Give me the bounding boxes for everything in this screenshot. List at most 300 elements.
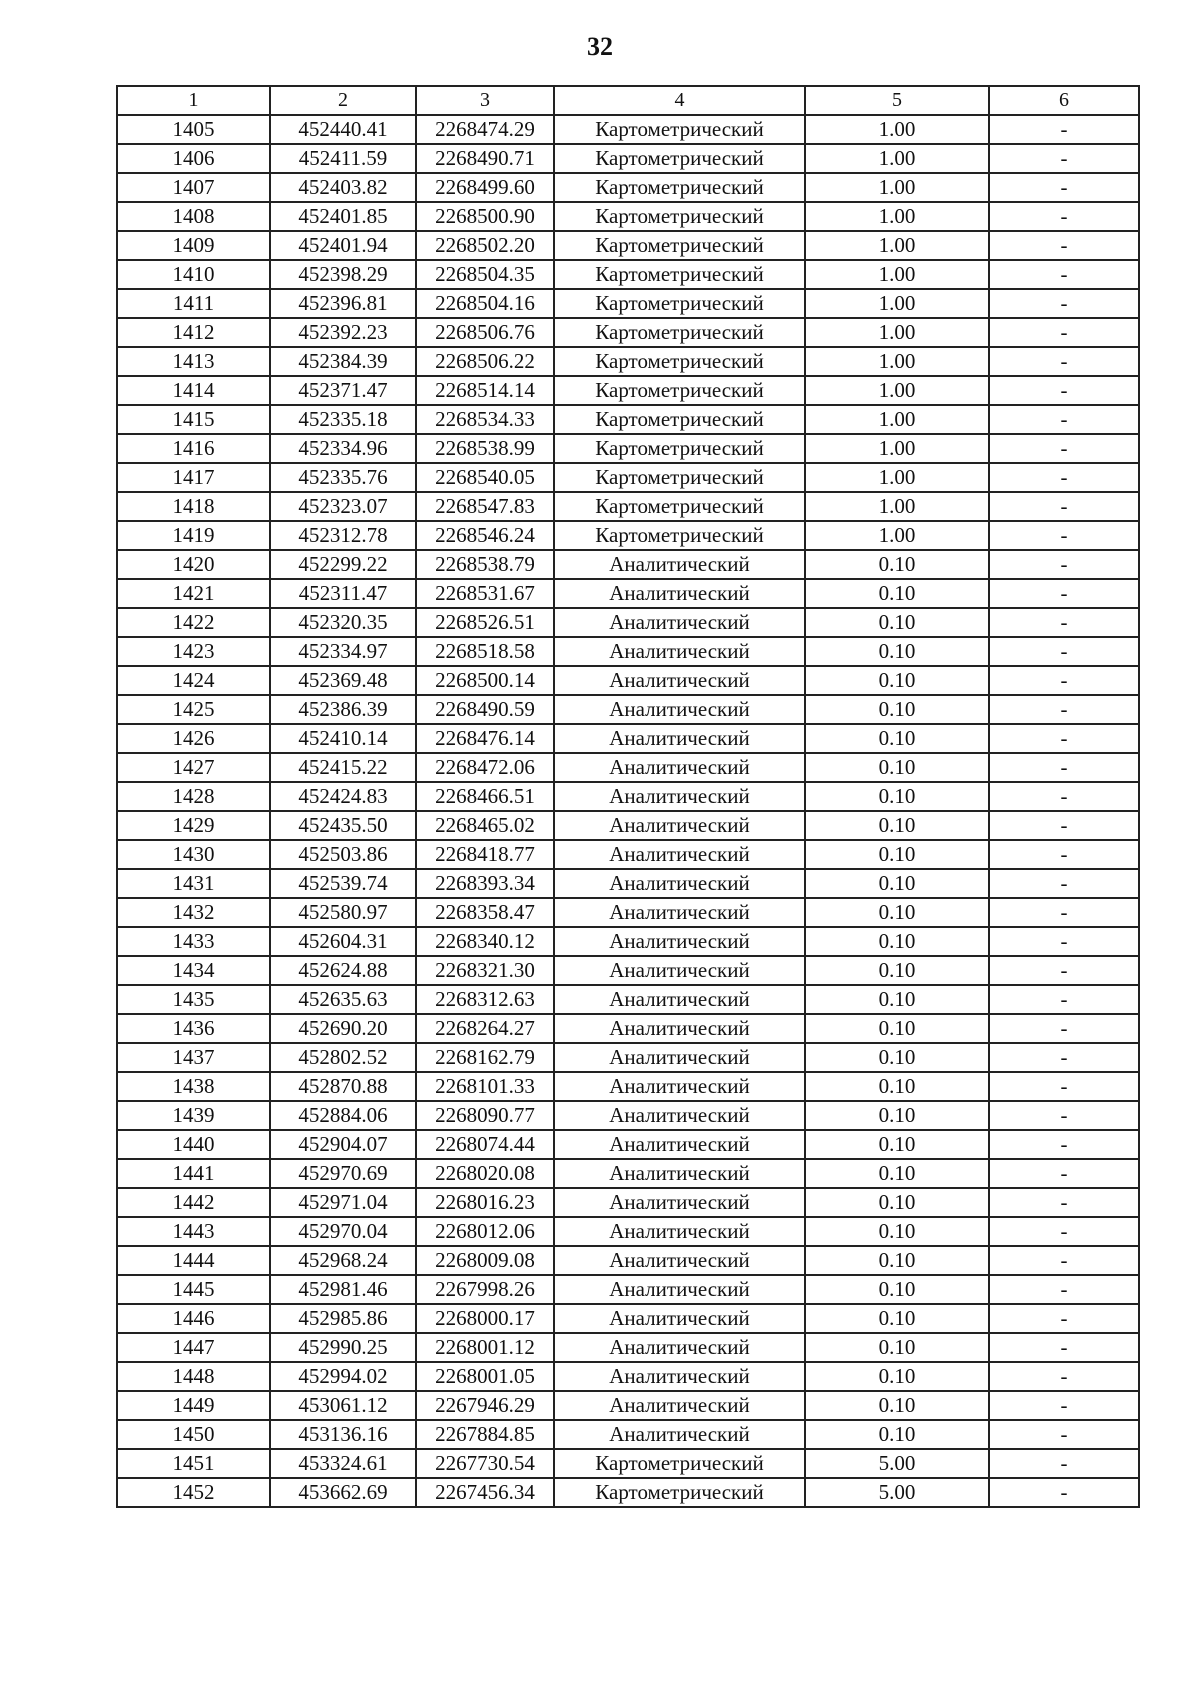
y-coordinate-cell: 2267884.85 [416,1420,554,1449]
x-coordinate-cell: 452970.69 [270,1159,416,1188]
point-number-cell: 1421 [117,579,270,608]
y-coordinate-cell: 2268547.83 [416,492,554,521]
accuracy-cell: 0.10 [805,811,989,840]
table-row [117,1304,1139,1333]
method-cell: Аналитический [554,1304,805,1333]
note-cell: - [989,376,1139,405]
y-coordinate-cell: 2268012.06 [416,1217,554,1246]
method-cell: Аналитический [554,724,805,753]
table-row [117,289,1139,318]
table-row [117,782,1139,811]
accuracy-cell: 0.10 [805,637,989,666]
accuracy-cell: 0.10 [805,695,989,724]
column-header-5: 5 [805,86,989,115]
accuracy-cell: 0.10 [805,1362,989,1391]
accuracy-cell: 0.10 [805,840,989,869]
y-coordinate-cell: 2268264.27 [416,1014,554,1043]
y-coordinate-cell: 2268500.14 [416,666,554,695]
y-coordinate-cell: 2268476.14 [416,724,554,753]
accuracy-cell: 0.10 [805,1130,989,1159]
table-row [117,579,1139,608]
point-number-cell: 1418 [117,492,270,521]
table-row [117,173,1139,202]
method-cell: Картометрический [554,376,805,405]
accuracy-cell: 0.10 [805,1391,989,1420]
method-cell: Аналитический [554,1159,805,1188]
method-cell: Аналитический [554,927,805,956]
method-cell: Картометрический [554,434,805,463]
x-coordinate-cell: 452580.97 [270,898,416,927]
note-cell: - [989,1101,1139,1130]
point-number-cell: 1409 [117,231,270,260]
point-number-cell: 1415 [117,405,270,434]
accuracy-cell: 0.10 [805,550,989,579]
point-number-cell: 1434 [117,956,270,985]
point-number-cell: 1417 [117,463,270,492]
note-cell: - [989,289,1139,318]
point-number-cell: 1408 [117,202,270,231]
point-number-cell: 1437 [117,1043,270,1072]
y-coordinate-cell: 2268001.12 [416,1333,554,1362]
x-coordinate-cell: 452990.25 [270,1333,416,1362]
note-cell: - [989,753,1139,782]
note-cell: - [989,463,1139,492]
x-coordinate-cell: 452870.88 [270,1072,416,1101]
x-coordinate-cell: 452884.06 [270,1101,416,1130]
accuracy-cell: 1.00 [805,173,989,202]
note-cell: - [989,869,1139,898]
note-cell: - [989,782,1139,811]
y-coordinate-cell: 2268474.29 [416,115,554,144]
point-number-cell: 1419 [117,521,270,550]
y-coordinate-cell: 2267730.54 [416,1449,554,1478]
y-coordinate-cell: 2268538.99 [416,434,554,463]
accuracy-cell: 1.00 [805,405,989,434]
note-cell: - [989,173,1139,202]
method-cell: Картометрический [554,463,805,492]
y-coordinate-cell: 2268506.22 [416,347,554,376]
y-coordinate-cell: 2268506.76 [416,318,554,347]
accuracy-cell: 0.10 [805,956,989,985]
note-cell: - [989,405,1139,434]
x-coordinate-cell: 452299.22 [270,550,416,579]
x-coordinate-cell: 452435.50 [270,811,416,840]
y-coordinate-cell: 2268490.59 [416,695,554,724]
x-coordinate-cell: 452802.52 [270,1043,416,1072]
table-row [117,434,1139,463]
x-coordinate-cell: 452371.47 [270,376,416,405]
method-cell: Картометрический [554,231,805,260]
accuracy-cell: 0.10 [805,608,989,637]
accuracy-cell: 0.10 [805,724,989,753]
y-coordinate-cell: 2268546.24 [416,521,554,550]
x-coordinate-cell: 452440.41 [270,115,416,144]
method-cell: Картометрический [554,144,805,173]
method-cell: Аналитический [554,840,805,869]
point-number-cell: 1414 [117,376,270,405]
method-cell: Аналитический [554,666,805,695]
method-cell: Аналитический [554,1072,805,1101]
accuracy-cell: 0.10 [805,579,989,608]
note-cell: - [989,608,1139,637]
column-header-4: 4 [554,86,805,115]
table-header [117,86,1139,115]
table-row [117,1188,1139,1217]
accuracy-cell: 0.10 [805,927,989,956]
point-number-cell: 1439 [117,1101,270,1130]
point-number-cell: 1447 [117,1333,270,1362]
method-cell: Аналитический [554,1246,805,1275]
note-cell: - [989,1014,1139,1043]
x-coordinate-cell: 452312.78 [270,521,416,550]
point-number-cell: 1449 [117,1391,270,1420]
point-number-cell: 1407 [117,173,270,202]
note-cell: - [989,840,1139,869]
accuracy-cell: 0.10 [805,666,989,695]
x-coordinate-cell: 452604.31 [270,927,416,956]
x-coordinate-cell: 452335.76 [270,463,416,492]
method-cell: Картометрический [554,521,805,550]
y-coordinate-cell: 2268504.35 [416,260,554,289]
y-coordinate-cell: 2267456.34 [416,1478,554,1507]
method-cell: Аналитический [554,1275,805,1304]
point-number-cell: 1444 [117,1246,270,1275]
point-number-cell: 1433 [117,927,270,956]
note-cell: - [989,1275,1139,1304]
y-coordinate-cell: 2268472.06 [416,753,554,782]
method-cell: Аналитический [554,1130,805,1159]
x-coordinate-cell: 452970.04 [270,1217,416,1246]
note-cell: - [989,985,1139,1014]
point-number-cell: 1427 [117,753,270,782]
x-coordinate-cell: 452968.24 [270,1246,416,1275]
method-cell: Аналитический [554,1362,805,1391]
y-coordinate-cell: 2268020.08 [416,1159,554,1188]
table-row [117,115,1139,144]
method-cell: Аналитический [554,898,805,927]
y-coordinate-cell: 2268418.77 [416,840,554,869]
x-coordinate-cell: 452415.22 [270,753,416,782]
point-number-cell: 1440 [117,1130,270,1159]
x-coordinate-cell: 452369.48 [270,666,416,695]
method-cell: Аналитический [554,1043,805,1072]
point-number-cell: 1412 [117,318,270,347]
accuracy-cell: 1.00 [805,289,989,318]
method-cell: Аналитический [554,695,805,724]
note-cell: - [989,434,1139,463]
method-cell: Картометрический [554,492,805,521]
point-number-cell: 1431 [117,869,270,898]
note-cell: - [989,1159,1139,1188]
x-coordinate-cell: 452401.85 [270,202,416,231]
header-row [117,86,1139,115]
page-number: 32 [587,32,613,61]
table-row [117,405,1139,434]
method-cell: Аналитический [554,1333,805,1362]
table-row [117,666,1139,695]
note-cell: - [989,260,1139,289]
accuracy-cell: 0.10 [805,985,989,1014]
point-number-cell: 1416 [117,434,270,463]
point-number-cell: 1411 [117,289,270,318]
accuracy-cell: 1.00 [805,202,989,231]
y-coordinate-cell: 2267998.26 [416,1275,554,1304]
accuracy-cell: 1.00 [805,347,989,376]
x-coordinate-cell: 452904.07 [270,1130,416,1159]
x-coordinate-cell: 452503.86 [270,840,416,869]
x-coordinate-cell: 453136.16 [270,1420,416,1449]
x-coordinate-cell: 452635.63 [270,985,416,1014]
table-row [117,318,1139,347]
y-coordinate-cell: 2268101.33 [416,1072,554,1101]
point-number-cell: 1445 [117,1275,270,1304]
coordinates-table [116,85,1140,1508]
accuracy-cell: 5.00 [805,1449,989,1478]
note-cell: - [989,1304,1139,1333]
point-number-cell: 1430 [117,840,270,869]
accuracy-cell: 1.00 [805,318,989,347]
point-number-cell: 1446 [117,1304,270,1333]
y-coordinate-cell: 2268321.30 [416,956,554,985]
note-cell: - [989,1188,1139,1217]
point-number-cell: 1428 [117,782,270,811]
note-cell: - [989,956,1139,985]
accuracy-cell: 0.10 [805,1333,989,1362]
point-number-cell: 1420 [117,550,270,579]
point-number-cell: 1422 [117,608,270,637]
y-coordinate-cell: 2268016.23 [416,1188,554,1217]
x-coordinate-cell: 452411.59 [270,144,416,173]
table-row [117,492,1139,521]
method-cell: Аналитический [554,1101,805,1130]
method-cell: Аналитический [554,579,805,608]
y-coordinate-cell: 2268090.77 [416,1101,554,1130]
accuracy-cell: 0.10 [805,898,989,927]
accuracy-cell: 1.00 [805,463,989,492]
x-coordinate-cell: 452624.88 [270,956,416,985]
method-cell: Аналитический [554,637,805,666]
note-cell: - [989,1449,1139,1478]
y-coordinate-cell: 2268538.79 [416,550,554,579]
method-cell: Картометрический [554,202,805,231]
note-cell: - [989,1072,1139,1101]
x-coordinate-cell: 452424.83 [270,782,416,811]
note-cell: - [989,724,1139,753]
method-cell: Аналитический [554,1014,805,1043]
table-row [117,1478,1139,1507]
method-cell: Аналитический [554,1391,805,1420]
accuracy-cell: 0.10 [805,869,989,898]
x-coordinate-cell: 452386.39 [270,695,416,724]
method-cell: Аналитический [554,956,805,985]
point-number-cell: 1450 [117,1420,270,1449]
table-row [117,376,1139,405]
method-cell: Аналитический [554,608,805,637]
accuracy-cell: 0.10 [805,782,989,811]
method-cell: Аналитический [554,869,805,898]
method-cell: Аналитический [554,1420,805,1449]
note-cell: - [989,115,1139,144]
column-header-1: 1 [117,86,270,115]
x-coordinate-cell: 452403.82 [270,173,416,202]
accuracy-cell: 1.00 [805,144,989,173]
point-number-cell: 1406 [117,144,270,173]
table-row [117,637,1139,666]
point-number-cell: 1424 [117,666,270,695]
table-row [117,1420,1139,1449]
x-coordinate-cell: 452396.81 [270,289,416,318]
method-cell: Аналитический [554,753,805,782]
note-cell: - [989,927,1139,956]
accuracy-cell: 0.10 [805,1188,989,1217]
table-row [117,463,1139,492]
accuracy-cell: 0.10 [805,1043,989,1072]
x-coordinate-cell: 452971.04 [270,1188,416,1217]
table-row [117,724,1139,753]
note-cell: - [989,1246,1139,1275]
y-coordinate-cell: 2268499.60 [416,173,554,202]
point-number-cell: 1448 [117,1362,270,1391]
point-number-cell: 1443 [117,1217,270,1246]
point-number-cell: 1452 [117,1478,270,1507]
method-cell: Аналитический [554,1188,805,1217]
table-row [117,1217,1139,1246]
accuracy-cell: 1.00 [805,434,989,463]
method-cell: Аналитический [554,1217,805,1246]
table-row [117,1246,1139,1275]
x-coordinate-cell: 452981.46 [270,1275,416,1304]
accuracy-cell: 1.00 [805,260,989,289]
note-cell: - [989,347,1139,376]
table-row [117,1101,1139,1130]
note-cell: - [989,695,1139,724]
x-coordinate-cell: 453662.69 [270,1478,416,1507]
point-number-cell: 1426 [117,724,270,753]
table-row [117,231,1139,260]
x-coordinate-cell: 452985.86 [270,1304,416,1333]
table-row [117,1333,1139,1362]
x-coordinate-cell: 452410.14 [270,724,416,753]
x-coordinate-cell: 453324.61 [270,1449,416,1478]
method-cell: Картометрический [554,318,805,347]
x-coordinate-cell: 452335.18 [270,405,416,434]
note-cell: - [989,811,1139,840]
accuracy-cell: 0.10 [805,1246,989,1275]
y-coordinate-cell: 2268531.67 [416,579,554,608]
point-number-cell: 1429 [117,811,270,840]
column-header-3: 3 [416,86,554,115]
y-coordinate-cell: 2268393.34 [416,869,554,898]
method-cell: Картометрический [554,1478,805,1507]
note-cell: - [989,318,1139,347]
accuracy-cell: 0.10 [805,1217,989,1246]
table-row [117,753,1139,782]
point-number-cell: 1438 [117,1072,270,1101]
table-row [117,840,1139,869]
x-coordinate-cell: 452539.74 [270,869,416,898]
method-cell: Картометрический [554,1449,805,1478]
method-cell: Картометрический [554,173,805,202]
table-row [117,144,1139,173]
column-header-2: 2 [270,86,416,115]
note-cell: - [989,666,1139,695]
note-cell: - [989,1420,1139,1449]
accuracy-cell: 0.10 [805,1072,989,1101]
y-coordinate-cell: 2268000.17 [416,1304,554,1333]
column-header-6: 6 [989,86,1139,115]
table-row [117,521,1139,550]
y-coordinate-cell: 2268502.20 [416,231,554,260]
method-cell: Аналитический [554,811,805,840]
y-coordinate-cell: 2267946.29 [416,1391,554,1420]
accuracy-cell: 1.00 [805,376,989,405]
table-row [117,695,1139,724]
x-coordinate-cell: 452401.94 [270,231,416,260]
table-row [117,1391,1139,1420]
note-cell: - [989,202,1139,231]
note-cell: - [989,492,1139,521]
table-row [117,1072,1139,1101]
note-cell: - [989,1333,1139,1362]
accuracy-cell: 1.00 [805,521,989,550]
note-cell: - [989,521,1139,550]
method-cell: Картометрический [554,115,805,144]
table-body [117,115,1139,1507]
y-coordinate-cell: 2268465.02 [416,811,554,840]
table-row [117,260,1139,289]
point-number-cell: 1435 [117,985,270,1014]
table-row [117,1275,1139,1304]
table-row [117,869,1139,898]
accuracy-cell: 0.10 [805,1275,989,1304]
table-row [117,927,1139,956]
table-row [117,1130,1139,1159]
table-row [117,347,1139,376]
y-coordinate-cell: 2268534.33 [416,405,554,434]
y-coordinate-cell: 2268500.90 [416,202,554,231]
table-row [117,1043,1139,1072]
note-cell: - [989,1391,1139,1420]
method-cell: Картометрический [554,260,805,289]
method-cell: Аналитический [554,550,805,579]
table-row [117,202,1139,231]
table-row [117,608,1139,637]
y-coordinate-cell: 2268490.71 [416,144,554,173]
point-number-cell: 1451 [117,1449,270,1478]
method-cell: Аналитический [554,782,805,811]
x-coordinate-cell: 453061.12 [270,1391,416,1420]
y-coordinate-cell: 2268358.47 [416,898,554,927]
x-coordinate-cell: 452690.20 [270,1014,416,1043]
accuracy-cell: 0.10 [805,1159,989,1188]
note-cell: - [989,550,1139,579]
method-cell: Картометрический [554,405,805,434]
x-coordinate-cell: 452334.96 [270,434,416,463]
table-row [117,550,1139,579]
table-row [117,898,1139,927]
x-coordinate-cell: 452392.23 [270,318,416,347]
x-coordinate-cell: 452320.35 [270,608,416,637]
x-coordinate-cell: 452384.39 [270,347,416,376]
note-cell: - [989,1043,1139,1072]
point-number-cell: 1432 [117,898,270,927]
accuracy-cell: 0.10 [805,1101,989,1130]
note-cell: - [989,1478,1139,1507]
accuracy-cell: 0.10 [805,1304,989,1333]
x-coordinate-cell: 452323.07 [270,492,416,521]
point-number-cell: 1425 [117,695,270,724]
point-number-cell: 1410 [117,260,270,289]
